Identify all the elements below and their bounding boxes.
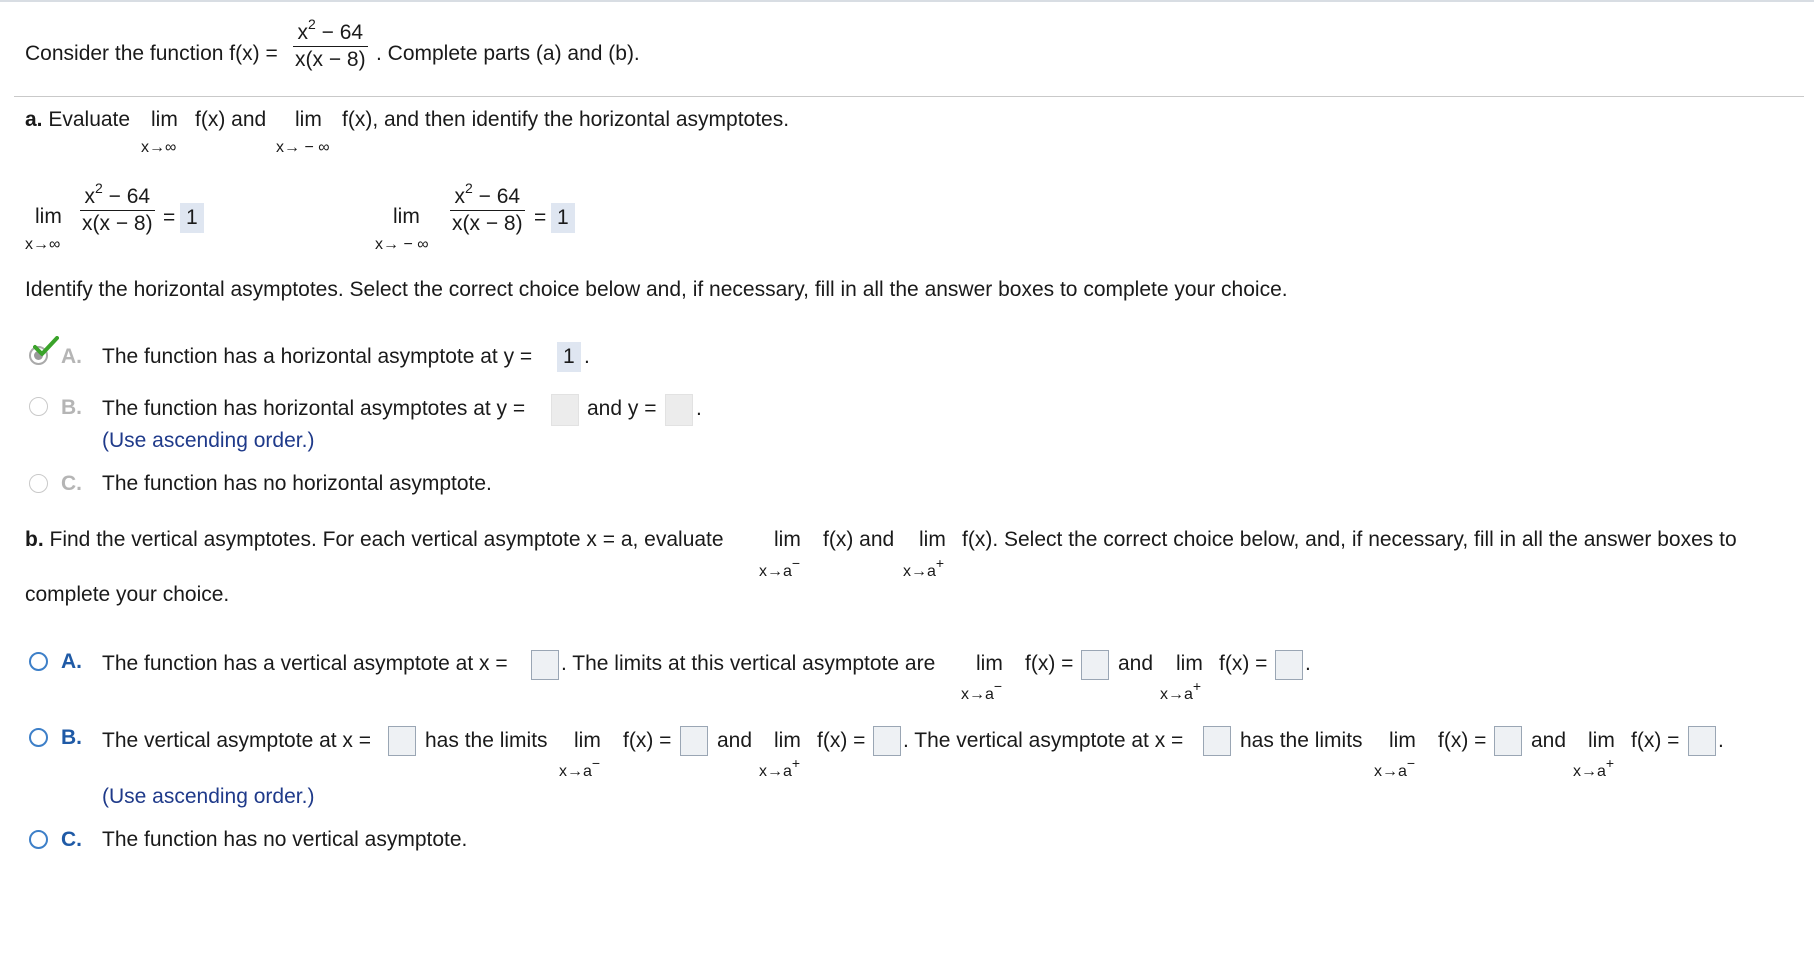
choice-b-text: The function has horizontal asymptotes at y = (102, 397, 526, 420)
lim-word: lim (774, 729, 801, 752)
limit1-fraction: $\frac{x^2 - 64}{x(x - 8)}$ (82, 180, 153, 235)
vertical-asymptote-2-input[interactable] (1203, 726, 1231, 756)
part-b-instruction-cont: complete your choice. (25, 583, 230, 606)
limit-subscript: x→∞ (141, 139, 177, 156)
vertical-asymptote-input[interactable] (531, 650, 559, 680)
lim-word: lim (1176, 652, 1203, 675)
fx-rest-text: f(x), and then identify the horizontal asymptotes. (342, 108, 790, 131)
fx-eq-text: f(x) = (1631, 729, 1680, 752)
choice-b-c-radio[interactable] (29, 830, 48, 849)
and-y-text: and y = (587, 397, 657, 420)
asymptote-answer-box[interactable]: 1 (557, 342, 581, 372)
limit-subscript: x→a− (1374, 754, 1416, 780)
left-limit-1-input[interactable] (680, 726, 708, 756)
lim-word: lim (295, 108, 322, 131)
choice-c-radio[interactable] (29, 474, 48, 493)
fx-rest-text: f(x). Select the correct choice below, and, if necessary, fill in all the answer boxes to (962, 528, 1737, 551)
left-limit-2-input[interactable] (1494, 726, 1522, 756)
period: . (696, 397, 702, 420)
vertical-asymptote-1-input[interactable] (388, 726, 416, 756)
identify-instruction: Identify the horizontal asymptotes. Select the correct choice below and, if necessary, fill in all the answer boxes to complete your choice. (25, 278, 1288, 301)
choice-b-a-text: The function has a vertical asymptote at x = (102, 652, 508, 675)
left-limit-input[interactable] (1081, 650, 1109, 680)
choice-b-b-radio[interactable] (29, 728, 48, 747)
question-suffix: . Complete parts (a) and (b). (376, 42, 640, 65)
limit-subscript: x→a+ (1160, 677, 1202, 703)
limit-subscript: x→∞ (25, 236, 61, 253)
fx-eq-text: f(x) = (1219, 652, 1268, 675)
and-text: and (1531, 729, 1567, 752)
part-b-instruction: b. Find the vertical asymptotes. For each vertical asymptote x = a, evaluate (25, 528, 724, 551)
function-fraction (293, 16, 368, 73)
choice-b-c-text: The function has no vertical asymptote. (102, 828, 468, 851)
limit-subscript: x→ − ∞ (276, 139, 330, 156)
choice-b-letter: B. (61, 396, 82, 419)
choice-b-radio[interactable] (29, 397, 48, 416)
choice-b-a-letter: A. (61, 650, 82, 673)
lim-word: lim (919, 528, 946, 551)
part-a-instruction: a. Evaluate (25, 108, 131, 131)
top-border (0, 0, 1814, 2)
ascending-order-note: (Use ascending order.) (102, 785, 315, 808)
lim-word: lim (976, 652, 1003, 675)
choice-b-b-letter: B. (61, 726, 82, 749)
choice-b-b-text2: . The vertical asymptote at x = (903, 729, 1184, 752)
choice-b-c-letter: C. (61, 828, 82, 851)
limit-subscript: x→a− (559, 754, 601, 780)
fx-and-text: f(x) and (195, 108, 267, 131)
fx-and-text: f(x) and (823, 528, 895, 551)
fx-eq-text: f(x) = (1025, 652, 1074, 675)
right-limit-input[interactable] (1275, 650, 1303, 680)
choice-b-a-radio[interactable] (29, 652, 48, 671)
lim-word: lim (393, 205, 420, 228)
fx-eq-text: f(x) = (1438, 729, 1487, 752)
choice-a-letter: A. (61, 345, 82, 368)
right-limit-1-input[interactable] (873, 726, 901, 756)
period: . (1305, 652, 1311, 675)
and-text: and (717, 729, 753, 752)
asymptote-b1-input[interactable] (551, 394, 579, 426)
period: . (1718, 729, 1724, 752)
lim-word: lim (1588, 729, 1615, 752)
fx-eq-text: f(x) = (817, 729, 866, 752)
limit-subscript: x→a− (759, 554, 801, 580)
choice-b-b-text: The vertical asymptote at x = (102, 729, 372, 752)
limit2-answer-box[interactable]: 1 (551, 203, 575, 233)
check-icon (33, 336, 59, 358)
header-divider (14, 96, 1804, 97)
question-prefix: Consider the function f(x) = (25, 42, 278, 65)
limit-subscript: x→ − ∞ (375, 236, 429, 253)
choice-a-text: The function has a horizontal asymptote at y = (102, 345, 533, 368)
equals-sign: = (163, 206, 176, 229)
choice-b-a-text2: . The limits at this vertical asymptote are (561, 652, 936, 675)
choice-c-letter: C. (61, 472, 82, 495)
right-limit-2-input[interactable] (1688, 726, 1716, 756)
fraction-numerator: $x^2 - 64$ (297, 16, 364, 44)
limit-subscript: x→a− (961, 677, 1003, 703)
has-limits-text: has the limits (1240, 729, 1363, 752)
lim-word: lim (1389, 729, 1416, 752)
lim-word: lim (574, 729, 601, 752)
asymptote-b2-input[interactable] (665, 394, 693, 426)
and-text: and (1118, 652, 1154, 675)
ascending-order-note: (Use ascending order.) (102, 429, 315, 452)
limit-subscript: x→a+ (759, 754, 801, 780)
equals-sign: = (534, 206, 547, 229)
limit2-fraction: $\frac{x^2 - 64}{x(x - 8)}$ (452, 180, 523, 235)
limit-subscript: x→a+ (903, 554, 945, 580)
fx-eq-text: f(x) = (623, 729, 672, 752)
lim-word: lim (35, 205, 62, 228)
fraction-denominator: x(x − 8) (295, 48, 366, 71)
choice-c-text: The function has no horizontal asymptote. (102, 472, 492, 495)
limit1-answer-box[interactable]: 1 (180, 203, 204, 233)
lim-word: lim (151, 108, 178, 131)
has-limits-text: has the limits (425, 729, 548, 752)
lim-word: lim (774, 528, 801, 551)
limit-subscript: x→a+ (1573, 754, 1615, 780)
period: . (584, 345, 590, 368)
